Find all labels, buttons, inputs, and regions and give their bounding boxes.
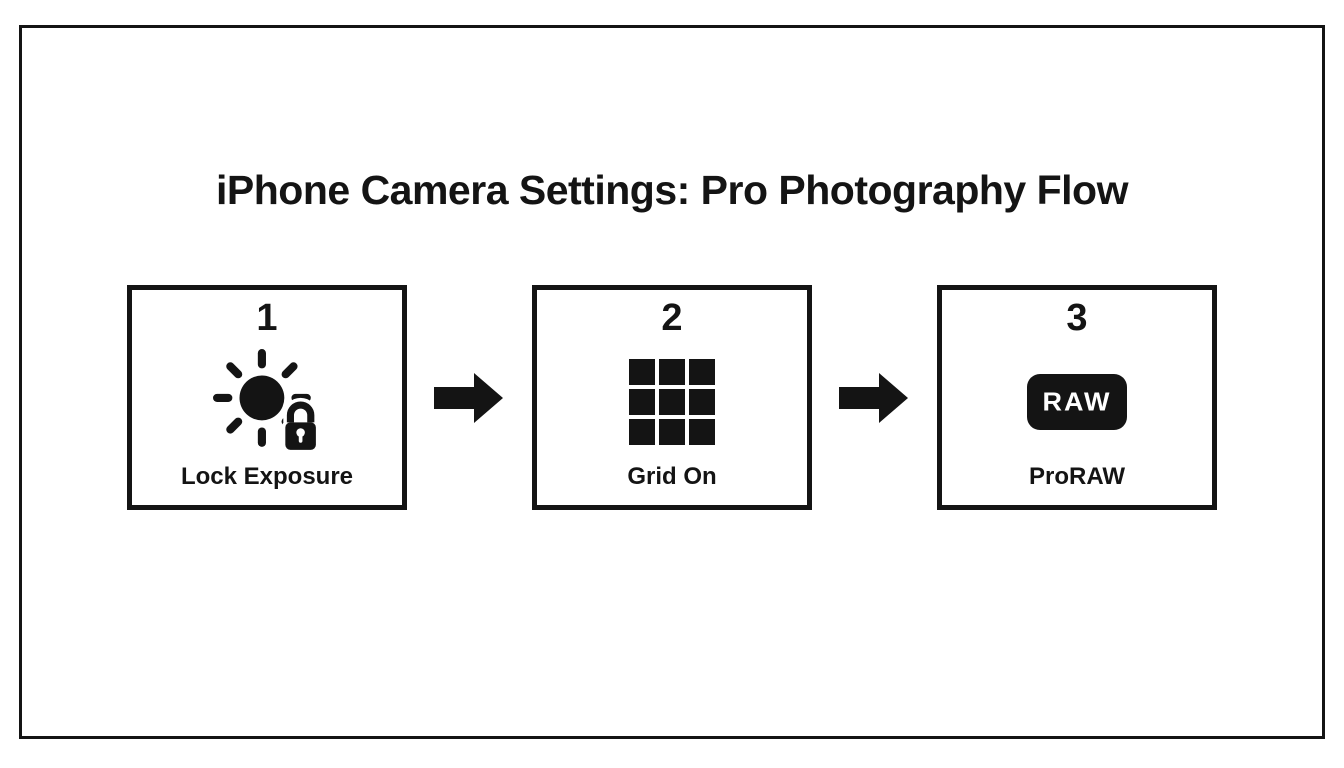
diagram-title: iPhone Camera Settings: Pro Photography Flow [216, 167, 1128, 213]
step-box-lock-exposure [127, 285, 407, 510]
flow-arrow-icon [407, 370, 532, 426]
step-label: Grid On [627, 463, 717, 491]
step-number: 1 [256, 297, 278, 340]
step-number: 2 [661, 297, 683, 340]
raw-badge-text: RAW [1042, 387, 1112, 417]
flow-row [127, 285, 1217, 510]
raw-badge-icon [1027, 340, 1127, 465]
step-number: 3 [1066, 297, 1088, 340]
diagram-frame [19, 25, 1325, 739]
step-box-grid-on [532, 285, 812, 510]
flow-arrow-icon [812, 370, 937, 426]
step-label: Lock Exposure [180, 463, 354, 491]
step-box-proraw [937, 285, 1217, 510]
raw-badge [1027, 374, 1127, 430]
grid-icon [629, 340, 715, 465]
sun-lock-icon [210, 340, 324, 465]
step-label: ProRAW [1029, 463, 1125, 491]
